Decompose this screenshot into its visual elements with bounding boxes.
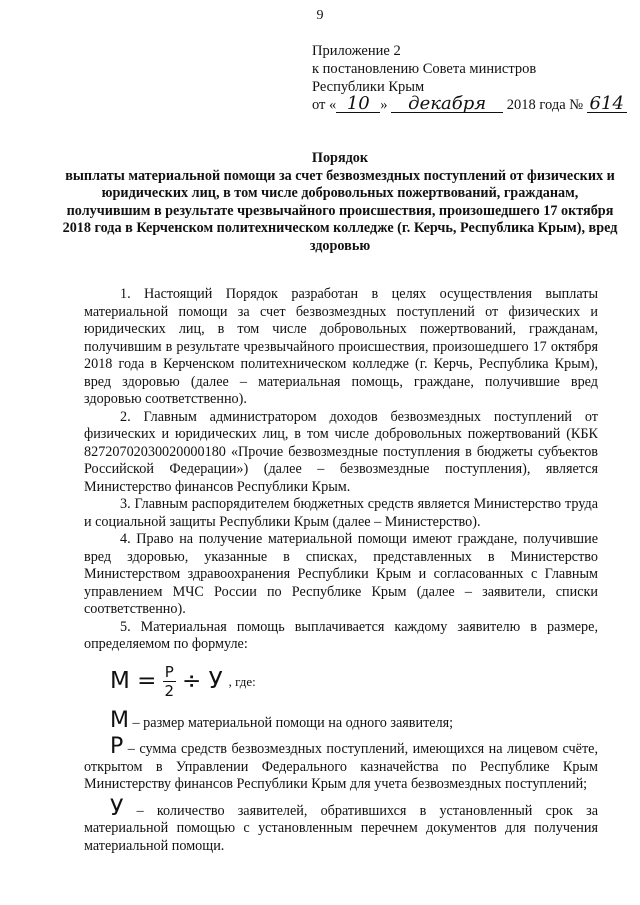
paragraph-5: 5. Материальная помощь выплачивается каждому заявителю в размере, определяемом по формуле: [84, 618, 598, 652]
definition-text: – сумма средств безвозмездных поступлений, имеющихся на лицевом счёте, открытом в Управлении Федерального казначейства по Республике Крым Министерству финансов Республики Крым для учета безвозмездных поступлений; [84, 741, 598, 792]
date-year: 2018 года № [503, 97, 587, 113]
definition-u [84, 795, 598, 856]
appendix-line-2: к постановлению Совета министров [312, 61, 537, 77]
appendix-block [312, 42, 627, 114]
definition-symbol: У [110, 795, 124, 821]
date-line [312, 93, 627, 114]
page-number: 9 [316, 8, 324, 23]
definition-m [84, 707, 598, 733]
formula-where: , где: [228, 673, 256, 689]
handwritten-day: 10 [336, 96, 380, 113]
title-subtitle: выплаты материальной помощи за счет безвозмездных поступлений от физических и юридических лиц, в том числе добровольных пожертвований, гражданам, получившим в результате чрезвычайного происшествия, произошедшего 17 октября 2018 года в Керченском политехническом колледже (г. Керчь, Республика Крым), вред здоровью [62, 167, 618, 254]
paragraph-2: 2. Главным администратором доходов безвозмездных поступлений от физических и юридических лиц, в том числе добровольных пожертвований (КБК 82720702030020000180 «Прочие безвозмездные поступления в бюджеты субъектов Российской Федерации») (далее – безвозмездные поступления), является Министерство финансов Республики Крым. [84, 408, 598, 495]
date-prefix: от « [312, 97, 337, 113]
definition-symbol: Р [110, 734, 124, 759]
formula-numerator: Р [164, 663, 174, 681]
document-body [84, 286, 598, 855]
formula-lhs: М = [110, 667, 157, 694]
formula-fraction [162, 663, 176, 700]
handwritten-month: декабря [391, 96, 503, 113]
definition-text: – размер материальной помощи на одного заявителя; [128, 714, 454, 731]
definition-p [84, 734, 598, 794]
handwritten-doc-number: 614 [587, 96, 627, 113]
appendix-line-1: Приложение 2 [312, 43, 401, 59]
appendix-line-3: Республики Крым [312, 79, 425, 95]
formula [110, 658, 598, 706]
paragraph-1: 1. Настоящий Порядок разработан в целях осуществления выплаты материальной помощи за счет безвозмездных поступлений от физических и юридических лиц, в том числе добровольных пожертвований, гражданам, получившим в результате чрезвычайного происшествия, произошедшего 17 октября 2018 года в Керченском политехническом колледже (г. Керчь, Республика Крым), вред здоровью (далее – материальная помощь, граждане, получившие вред здоровью соответственно). [84, 286, 598, 407]
date-mid: » [380, 97, 392, 113]
definition-symbol: М [110, 707, 129, 733]
title-heading: Порядок [311, 150, 369, 166]
definition-text: – количество заявителей, обратившихся в установленный срок за материальной помощью с установленным перечнем документов для получения материальной помощи. [84, 802, 598, 854]
formula-operator: ÷ У [181, 667, 223, 694]
formula-denominator: 2 [164, 682, 174, 700]
paragraph-4: 4. Право на получение материальной помощи имеют граждане, получившие вред здоровью, указанные в списках, представленных в Министерство Министерством здравоохранения Республики Крым и согласованных с Главным управлением МЧС России по Республике Крым (далее – заявители, списки соответственно). [84, 531, 598, 617]
document-title [60, 150, 620, 256]
paragraph-3: 3. Главным распорядителем бюджетных средств является Министерство труда и социальной защиты Республики Крым (далее – Министерство). [84, 496, 598, 530]
